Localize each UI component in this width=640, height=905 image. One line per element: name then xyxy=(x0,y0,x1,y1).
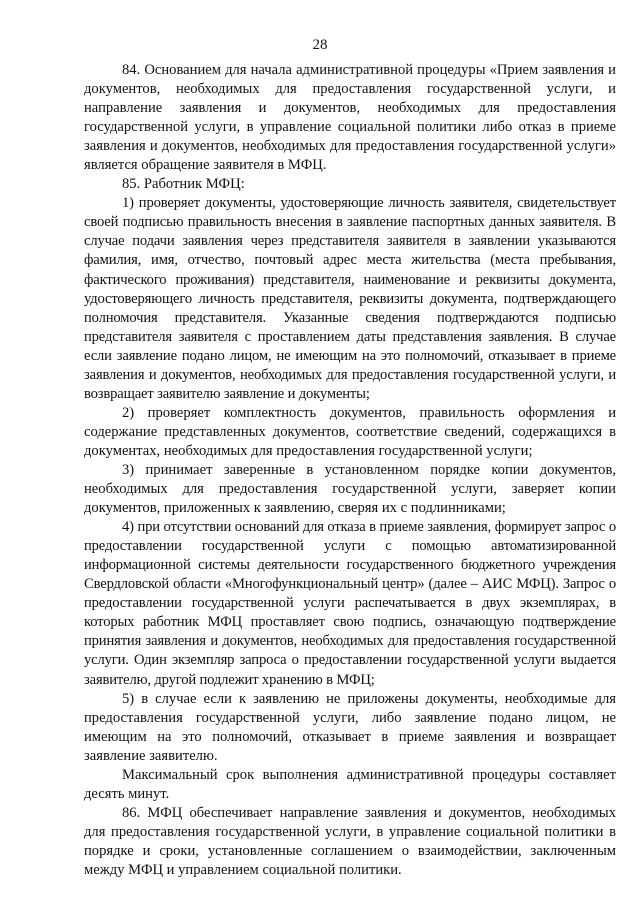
page-number: 28 xyxy=(312,37,328,53)
paragraph-item-2: 2) проверяет комплектность документов, правильность оформления и содержание представленных документов, соответствие сведений, содержащихся в документах, необходимых для предоставления государственной услуги; xyxy=(84,404,616,459)
paragraph-item-4: 4) при отсутствии оснований для отказа в приеме заявления, формирует запрос о предоставлении государственной услуги с помощью автоматизированной информационной системы деятельности государственного бюджетного учреждения Свердловской области «Многофункциональный центр» (далее – АИС МФЦ). Запрос о предоставлении государственной услуги распечатывается в двух экземплярах, в которых работник МФЦ проставляет свою подпись, означающую подтверждение принятия заявления и документов, необходимых для предоставления государственной услуги. Один экземпляр запроса о предоставлении государственной услуги выдается заявителю, другой подлежит хранению в МФЦ; xyxy=(84,519,616,688)
document-body xyxy=(84,61,616,880)
paragraph-item-3: 3) принимает заверенные в установленном порядке копии документов, необходимых для предоставления государственной услуги, заверяет копии документов, приложенных к заявлению, сверяя их с подлинниками; xyxy=(84,461,616,517)
paragraph-85-heading: 85. Работник МФЦ: xyxy=(122,176,245,193)
paragraph-84: 84. Основанием для начала административной процедуры «Прием заявления и документов, необходимых для предоставления государственной услуги, и направление заявления и документов, необходимых для предоставления государственной услуги, в управление социальной политики либо отказ в приеме заявления и документов, необходимых для предоставления государственной услуги» является обращение заявителя в МФЦ. xyxy=(84,62,616,174)
paragraph-max-duration: Максимальный срок выполнения административной процедуры составляет десять минут. xyxy=(84,766,616,802)
paragraph-86: 86. МФЦ обеспечивает направление заявления и документов, необходимых для предоставления государственной услуги, в управление социальной политики в порядке и сроки, установленные соглашением о взаимодействии, заключенным между МФЦ и управлением социальной политики. xyxy=(84,804,616,878)
paragraph-item-5: 5) в случае если к заявлению не приложены документы, необходимые для предоставления государственной услуги, либо заявление подано лицом, не имеющим на это полномочий, отказывает в приеме заявления и возвращает заявление заявителю. xyxy=(84,690,616,764)
paragraph-item-1: 1) проверяет документы, удостоверяющие личность заявителя, свидетельствует своей подписью правильность внесения в заявление паспортных данных заявителя. В случае подачи заявления через представителя заявителя в заявлении указываются фамилия, имя, отчество, почтовый адрес места жительства (места пребывания, фактического проживания) представителя, наименование и реквизиты документа, удостоверяющего личность представителя, реквизиты документа, подтверждающего полномочия представителя. Указанные сведения подтверждаются подписью представителя заявителя с проставлением даты представления заявления. В случае если заявление подано лицом, не имеющим на это полномочий, отказывает в приеме заявления и документов, необходимых для предоставления государственной услуги, и возвращает заявителю заявление и документы; xyxy=(84,195,616,402)
